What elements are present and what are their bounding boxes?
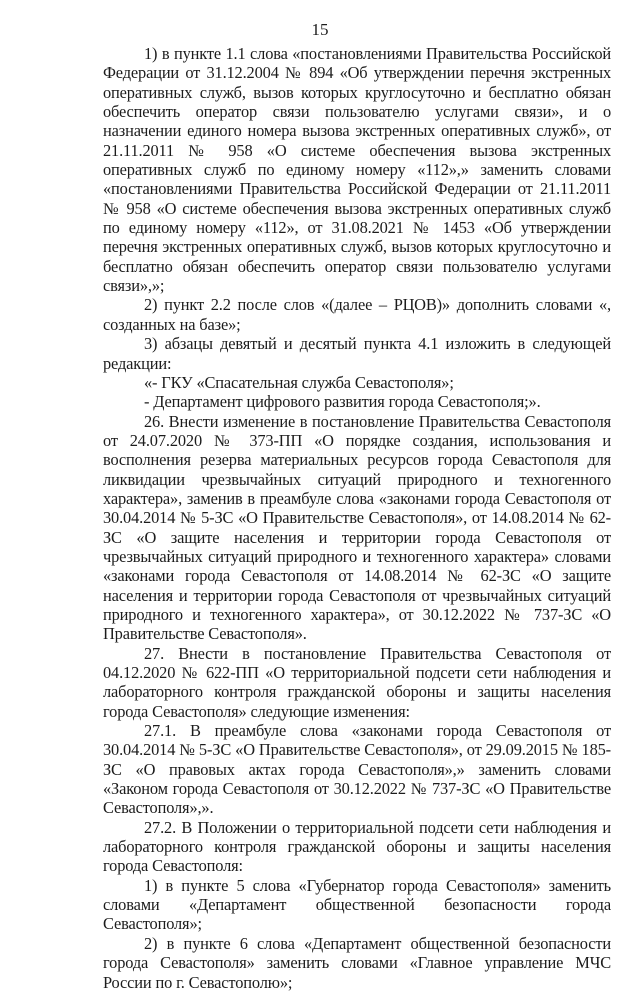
paragraph-section-27-2: 27.2. В Положении о территориальной подсети сети наблюдения и лабораторного контроля гражданской обороны и защиты населения города Севастополя: [103,817,611,876]
paragraph-amendment-1-item-2: 2) пункт 2.2 после слов «(далее – РЦОВ)» дополнить словами «, созданных на базе»; [103,295,611,334]
paragraph-amendment-1-item-3: 3) абзацы девятый и десятый пункта 4.1 изложить в следующей редакции: [103,334,611,373]
paragraph-quoted-line-2: - Департамент цифрового развития города Севастополя;». [144,392,541,412]
paragraph-section-27-1: 27.1. В преамбуле слова «законами города Севастополя от 30.04.2014 № 5-ЗС «О Правительстве Севастополя», от 29.09.2015 № 185-ЗС «О правовых актах города Севастополя»,» заменить словами «Законом города Севастополя от 30.12.2022 № 737-ЗС «О Правительстве Севастополя»,». [103,721,611,818]
page-number: 15 [311,20,329,39]
paragraph-section-27: 27. Внести в постановление Правительства Севастополя от 04.12.2020 № 622-ПП «О территориальной подсети сети наблюдения и лабораторного контроля гражданской обороны и защиты населения города Севастополя» следующие изменения: [103,643,611,721]
paragraph-section-27-2-item-1: 1) в пункте 5 слова «Губернатор города Севастополя» заменить словами «Департамент общественной безопасности города Севастополя»; [103,875,611,934]
paragraph-quoted-line-1: «- ГКУ «Спасательная служба Севастополя»; [144,372,454,392]
document-body [103,44,611,992]
paragraph-section-26: 26. Внести изменение в постановление Правительства Севастополя от 24.07.2020 № 373-ПП «О порядке создания, использования и восполнения резерва материальных ресурсов города Севастополя для ликвидации чрезвычайных ситуаций природного и техногенного характера», заменив в преамбуле слова «законами города Севастополя от 30.04.2014 № 5-ЗС «О Правительстве Севастополя», от 14.08.2014 № 62-ЗС «О защите населения и территории города Севастополя от чрезвычайных ситуаций природного и техногенного характера» словами «законами города Севастополя от 14.08.2014 № 62-ЗС «О защите населения и территории города Севастополя от чрезвычайных ситуаций природного и техногенного характера», от 30.12.2022 № 737-ЗС «О Правительстве Севастополя». [103,411,611,644]
paragraph-amendment-1-item-1: 1) в пункте 1.1 слова «постановлениями Правительства Российской Федерации от 31.12.2004 № 894 «Об утверждении перечня экстренных оперативных служб, вызов которых круглосуточно и бесплатно обязан обеспечить оператор связи пользователю услугами связи», и о назначении единого номера вызова экстренных оперативных служб», от 21.11.2011 № 958 «О системе обеспечения вызова экстренных оперативных служб по единому номеру «112»,» заменить словами «постановлениями Правительства Российской Федерации от 21.11.2011 № 958 «О системе обеспечения вызова экстренных оперативных служб по единому номеру «112», от 31.08.2021 № 1453 «Об утверждении перечня экстренных оперативных служб, вызов которых круглосуточно и бесплатно обязан обеспечить оператор связи пользователю услугами связи»,»; [103,44,611,296]
paragraph-section-27-2-item-2: 2) в пункте 6 слова «Департамент общественной безопасности города Севастополя» заменить словами «Главное управление МЧС России по г. Севастополю»; [103,933,611,992]
